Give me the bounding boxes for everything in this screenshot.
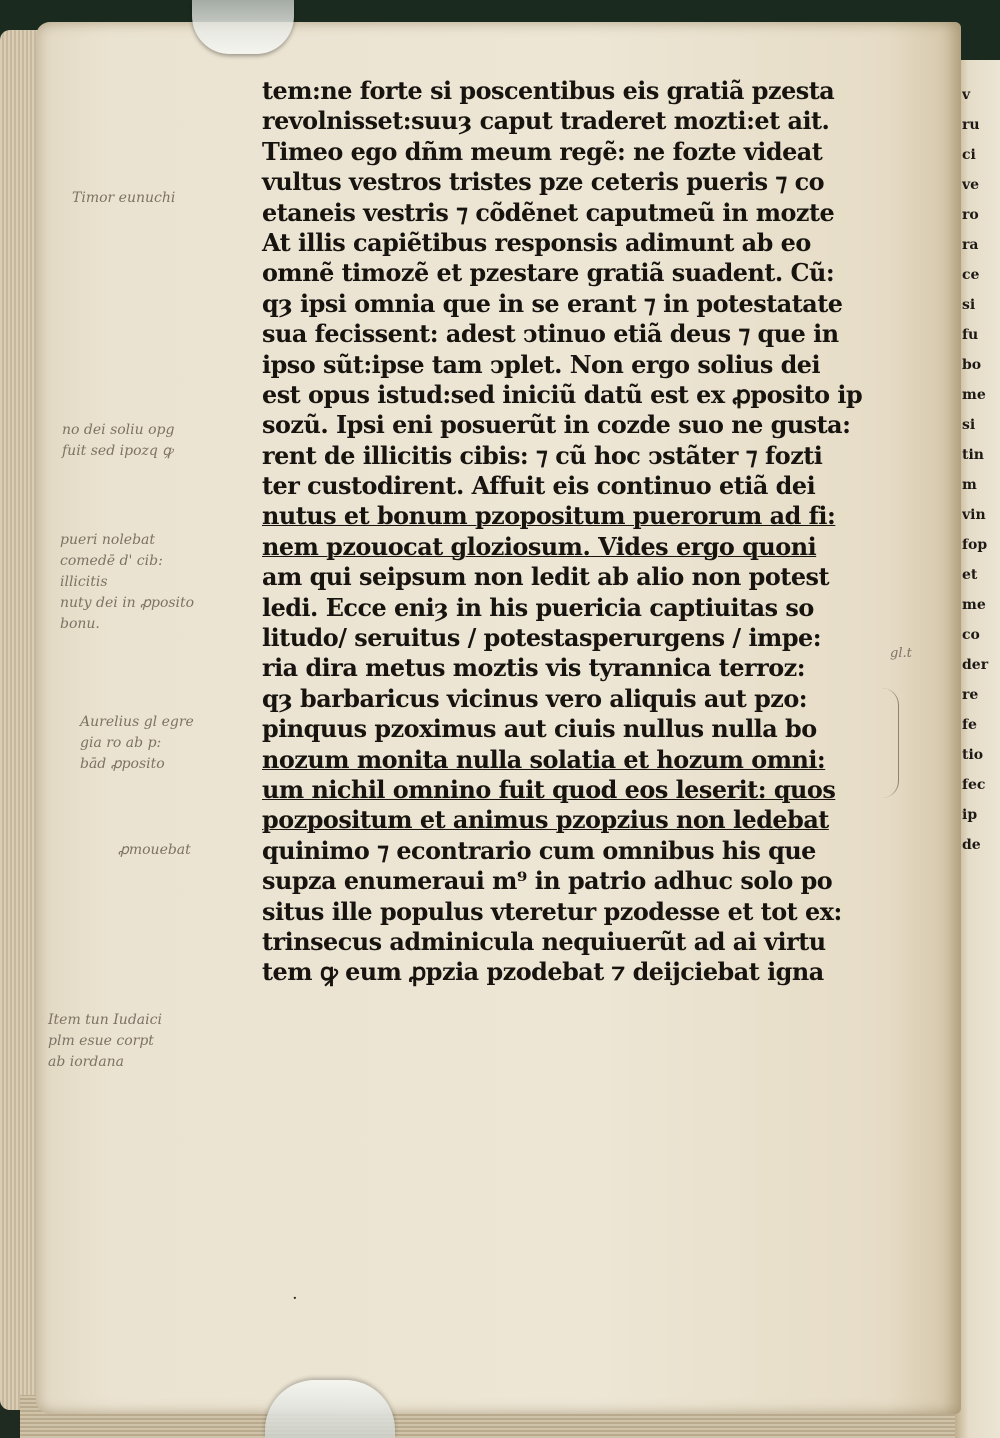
facing-line: fe — [962, 717, 977, 733]
facing-line: ce — [962, 267, 980, 283]
marginal-note-line: ꝓmouebat — [118, 842, 191, 858]
text-line: revolnisset:suuȝ caput traderet mozti:et ait. — [262, 106, 830, 136]
text-line: est opus istud:sed iniciũ datũ est ex ꝓposito ip — [262, 379, 863, 409]
facing-line: fop — [962, 537, 988, 553]
marginal-note-line: pueri nolebat — [60, 532, 156, 548]
text-line: omnẽ timozẽ et pzestare gratiã suadent. Cũ: — [262, 258, 835, 288]
text-line: litudo/ seruitus / potestasperurgens / impe: — [262, 623, 822, 653]
facing-line: me — [962, 387, 986, 403]
text-line: ledi. Ecce eniȝ in his puericia captiuitas so — [262, 592, 814, 622]
marginal-note-timor — [72, 188, 175, 209]
facing-line: si — [962, 417, 976, 433]
text-line: trinsecus adminicula nequiuerũt ad ai virtu — [262, 926, 826, 956]
text-line: nozum monita nulla solatia et hozum omni: — [262, 744, 826, 774]
text-line: sozũ. Ipsi eni posuerũt in cozde suo ne gusta: — [262, 410, 851, 440]
text-line: vultus vestros tristes pze ceteris pueris ⁊ co — [262, 167, 825, 197]
facing-line: v — [962, 87, 971, 103]
text-line: situs ille populus vteretur pzodesse et tot ex: — [262, 896, 842, 926]
text-line: qȝ barbaricus vicinus vero aliquis aut pzo: — [262, 683, 808, 713]
facing-line: tin — [962, 447, 984, 463]
facing-line: de — [962, 837, 981, 853]
facing-page-text — [962, 80, 1000, 860]
marginal-note-line: illicitis — [60, 574, 108, 590]
text-line: am qui seipsum non ledit ab alio non potest — [262, 562, 830, 592]
text-line: nem pzouocat gloziosum. Vides ergo quoni — [262, 531, 817, 561]
facing-line: tio — [962, 747, 984, 763]
facing-line: ra — [962, 237, 979, 253]
text-line: tem ꝙ eum ꝓpzia pzodebat ⁊ deijciebat igna — [262, 957, 824, 987]
marginal-note-line: fuit sed ipozq ꝙ — [62, 443, 173, 459]
facing-line: me — [962, 597, 986, 613]
text-line: pozpositum et animus pzopzius non ledebat — [262, 805, 829, 835]
text-line: nutus et bonum pzopositum puerorum ad fi: — [262, 501, 836, 531]
marginal-bracket — [882, 688, 899, 798]
facing-line: co — [962, 627, 980, 643]
marginal-note-line: gia ro ab p: — [80, 735, 162, 751]
marginal-note-line: Aurelius gl egre — [80, 714, 194, 730]
marginal-note-line: Timor eunuchi — [72, 190, 176, 206]
marginal-note-right: gl.t — [890, 646, 912, 661]
text-line: tem:ne forte si poscentibus eis gratiã pzesta — [262, 76, 835, 105]
marginal-note-line: Item tun Iudaici — [48, 1012, 162, 1028]
facing-line: ro — [962, 207, 979, 223]
marginal-note-line: comedē d' cib: — [60, 553, 163, 569]
facing-line: vin — [962, 507, 986, 523]
text-line: um nichil omnino fuit quod eos leserit: quos — [262, 774, 836, 804]
marginal-note-opus — [62, 420, 174, 462]
marginal-note-pueri — [60, 530, 194, 635]
text-line: quinimo ⁊ econtrario cum omnibus his que — [262, 835, 816, 865]
text-line: At illis capiẽtibus responsis adimunt ab eo — [262, 227, 811, 257]
marginal-note-line: no dei soliu opg — [62, 422, 175, 438]
marginal-note-line: nuty dei in ꝓposito — [60, 595, 195, 611]
facing-line: der — [962, 657, 989, 673]
text-line: ria dira metus moztis vis tyrannica terroz: — [262, 653, 806, 683]
facing-line: ve — [962, 177, 980, 193]
facing-line: m — [962, 477, 977, 493]
text-line: sua fecissent: adest ↄtinuo etiã deus ⁊ que in — [262, 319, 839, 349]
marginal-note-line: bonu. — [60, 616, 100, 632]
marginal-note-iudaici — [48, 1010, 162, 1073]
facing-line: et — [962, 567, 978, 583]
text-line: etaneis vestris ⁊ cõdẽnet caputmeũ in mozte — [262, 197, 835, 227]
text-line: supza enumeraui m⁹ in patrio adhuc solo po — [262, 866, 833, 896]
marginal-note-line: plm esue corpt — [48, 1033, 154, 1049]
marginal-note-promouebat — [118, 840, 191, 861]
facing-line: ip — [962, 807, 978, 823]
text-line: ipso sũt:ipse tam ↄplet. Non ergo solius dei — [262, 349, 821, 379]
facing-line: re — [962, 687, 979, 703]
facing-line: ru — [962, 117, 980, 133]
text-line: rent de illicitis cibis: ⁊ cũ hoc ↄstãter ⁊ fozti — [262, 440, 823, 470]
facing-line: ci — [962, 147, 976, 163]
marginal-note-line: bād ꝓposito — [80, 756, 165, 772]
facing-line: fec — [962, 777, 986, 793]
facing-line: bo — [962, 357, 982, 373]
marginal-note-line: ab iordana — [48, 1054, 125, 1070]
text-line: qȝ ipsi omnia que in se erant ⁊ in potestatate — [262, 288, 843, 318]
text-line: ter custodirent. Affuit eis continuo etiã dei — [262, 471, 816, 501]
facing-line: si — [962, 297, 976, 313]
text-line: Timeo ego dñm meum regẽ: ne fozte videat — [262, 136, 823, 166]
text-line: pinquus pzoximus aut ciuis nullus nulla bo — [262, 714, 817, 744]
facing-line: fu — [962, 327, 979, 343]
glass-clip-top — [192, 0, 294, 54]
marginal-note-aurelius — [80, 712, 194, 775]
ink-mark: · — [292, 1288, 298, 1309]
printed-text-block — [262, 76, 897, 988]
